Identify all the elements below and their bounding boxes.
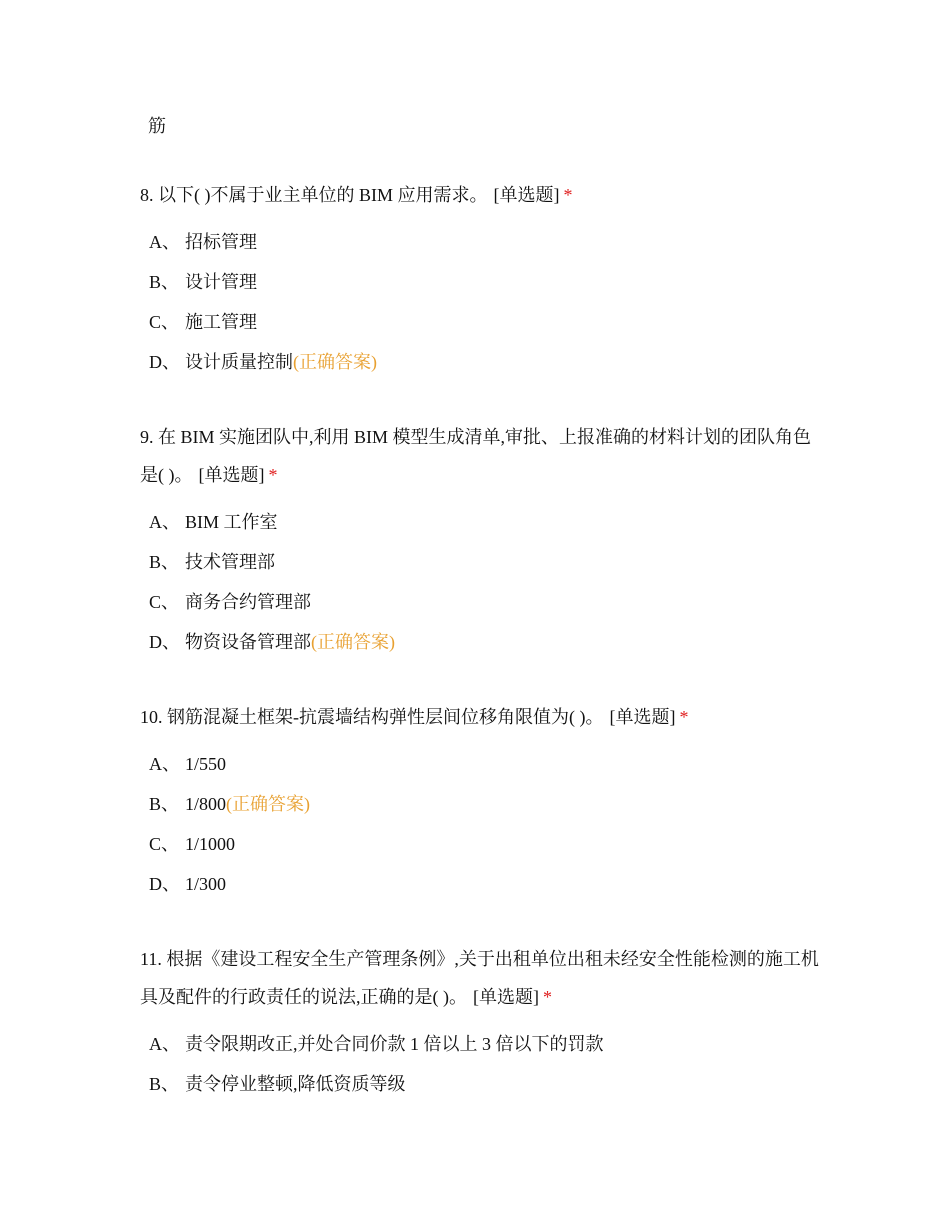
- required-mark: *: [543, 987, 552, 1007]
- option-letter: D、: [149, 874, 180, 894]
- question-text: 10. 钢筋混凝土框架-抗震墙结构弹性层间位移角限值为( )。: [140, 707, 604, 727]
- question-11: [140, 940, 820, 1104]
- question-type: [单选题]: [493, 185, 560, 205]
- option-text: 技术管理部: [185, 552, 275, 572]
- options-list: [140, 222, 820, 382]
- question-10: [140, 698, 820, 904]
- question-9: [140, 418, 820, 662]
- correct-answer-marker: (正确答案): [311, 632, 395, 652]
- question-title: [140, 418, 820, 494]
- option-d: [140, 864, 820, 904]
- option-letter: A、: [149, 232, 180, 252]
- question-text: 11. 根据《建设工程安全生产管理条例》,关于出租单位出租未经安全性能检测的施工机具及配件的行政责任的说法,正确的是( )。: [140, 949, 819, 1007]
- option-text: 招标管理: [185, 232, 257, 252]
- option-text: BIM 工作室: [185, 512, 278, 532]
- required-mark: *: [268, 465, 278, 485]
- option-a: [140, 222, 820, 262]
- question-8: [140, 176, 820, 382]
- option-letter: C、: [149, 592, 180, 612]
- option-text: 1/300: [185, 874, 227, 894]
- option-text: 施工管理: [185, 312, 257, 332]
- option-d: [140, 622, 820, 662]
- correct-answer-marker: (正确答案): [293, 352, 377, 372]
- option-d: [140, 342, 820, 382]
- option-text: 设计质量控制: [185, 352, 293, 372]
- option-letter: A、: [149, 754, 180, 774]
- option-letter: C、: [149, 834, 180, 854]
- options-list: [140, 1024, 820, 1104]
- option-text: 1/1000: [185, 834, 236, 854]
- option-text: 责令限期改正,并处合同价款 1 倍以上 3 倍以下的罚款: [185, 1034, 604, 1054]
- option-letter: B、: [149, 272, 180, 292]
- question-title: [140, 698, 820, 736]
- previous-option-fragment: 筋: [148, 116, 166, 136]
- option-letter: D、: [149, 352, 180, 372]
- option-b: [140, 784, 820, 824]
- option-letter: A、: [149, 1034, 180, 1054]
- option-c: [140, 302, 820, 342]
- required-mark: *: [563, 185, 573, 205]
- option-text: 设计管理: [185, 272, 257, 292]
- options-list: [140, 502, 820, 662]
- option-text: 责令停业整顿,降低资质等级: [185, 1074, 406, 1094]
- option-letter: B、: [149, 1074, 180, 1094]
- required-mark: *: [679, 707, 689, 727]
- option-a: [140, 1024, 820, 1064]
- options-list: [140, 744, 820, 904]
- question-type: [单选题]: [198, 465, 265, 485]
- question-type: [单选题]: [609, 707, 676, 727]
- option-b: [140, 1064, 820, 1104]
- option-letter: B、: [149, 552, 180, 572]
- option-text: 1/550: [185, 754, 227, 774]
- question-text: 9. 在 BIM 实施团队中,利用 BIM 模型生成清单,审批、上报准确的材料计划的团队角色是( )。: [140, 427, 812, 485]
- question-title: [140, 176, 820, 214]
- option-text: 物资设备管理部: [185, 632, 311, 652]
- option-c: [140, 582, 820, 622]
- option-text: 商务合约管理部: [185, 592, 311, 612]
- question-text: 8. 以下( )不属于业主单位的 BIM 应用需求。: [140, 185, 488, 205]
- option-letter: B、: [149, 794, 180, 814]
- option-letter: A、: [149, 512, 180, 532]
- option-b: [140, 262, 820, 302]
- question-type: [单选题]: [473, 987, 539, 1007]
- option-letter: C、: [149, 312, 180, 332]
- option-text: 1/800: [185, 794, 227, 814]
- question-title: [140, 940, 820, 1016]
- option-c: [140, 824, 820, 864]
- option-a: [140, 744, 820, 784]
- option-letter: D、: [149, 632, 180, 652]
- correct-answer-marker: (正确答案): [226, 794, 311, 814]
- option-a: [140, 502, 820, 542]
- option-b: [140, 542, 820, 582]
